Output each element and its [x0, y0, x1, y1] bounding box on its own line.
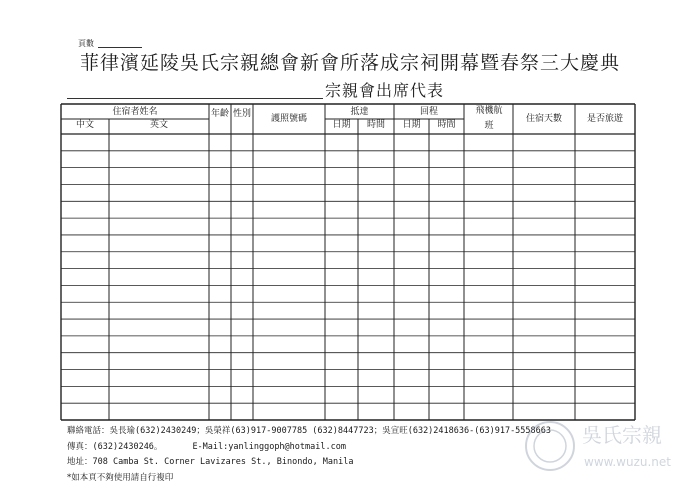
header-english: 英文: [149, 120, 168, 130]
watermark-text: 吳氏宗親: [582, 423, 662, 447]
footer-address-line: [67, 455, 551, 471]
header-gender: 性別: [232, 109, 251, 119]
footer-contact-info: [67, 424, 551, 486]
header-arrival-time: 時間: [366, 120, 385, 130]
header-name: 住宿者姓名: [112, 107, 158, 117]
page-subtitle: 宗親會出席代表: [325, 81, 445, 100]
footer-contact-line: [67, 424, 551, 440]
address-label: 地址：: [67, 457, 93, 467]
contact-numbers: 吳長瑜(632)2430249；吳榮祥(63)917-9007785 (632)8447723；吳宣旺(632)2418636-(63)917-5558663: [109, 426, 552, 436]
header-return-date: 日期: [402, 120, 421, 130]
watermark-seal-icon: [526, 422, 574, 470]
header-passport: 護照號碼: [270, 114, 307, 124]
watermark-url: www.wuzu.net: [584, 455, 671, 469]
fax-number: (632)2430246。: [92, 441, 163, 452]
site-watermark: [522, 412, 692, 476]
page-number-label: 頁數: [78, 39, 94, 48]
fax-label: 傳真：: [67, 441, 93, 452]
address-text: 708 Camba St. Corner Lavizares St., Binondo, Manila: [92, 457, 354, 467]
header-stay-days: 住宿天數: [525, 114, 562, 124]
header-flight: 飛機航班: [475, 106, 503, 131]
page-title: 菲律濱延陵吳氏宗親總會新會所落成宗祠開幕暨春祭三大慶典: [79, 52, 620, 74]
header-return-time: 時間: [437, 120, 456, 130]
header-chinese: 中文: [75, 120, 94, 130]
header-return: 回程: [419, 107, 438, 117]
watermark-seal-inner-icon: [534, 430, 566, 462]
header-tour: 是否旅遊: [586, 114, 623, 124]
photocopy-note: *如本頁不夠使用請自行複印: [67, 472, 174, 483]
header-arrival-date: 日期: [332, 120, 351, 130]
contact-label: 聯絡電話：: [67, 426, 110, 436]
header-age: 年齡: [210, 109, 229, 119]
header-arrival: 抵達: [350, 107, 369, 117]
footer-fax-line: [67, 440, 551, 456]
email-address: E-Mail:yanlinggoph@hotmail.com: [192, 441, 346, 452]
